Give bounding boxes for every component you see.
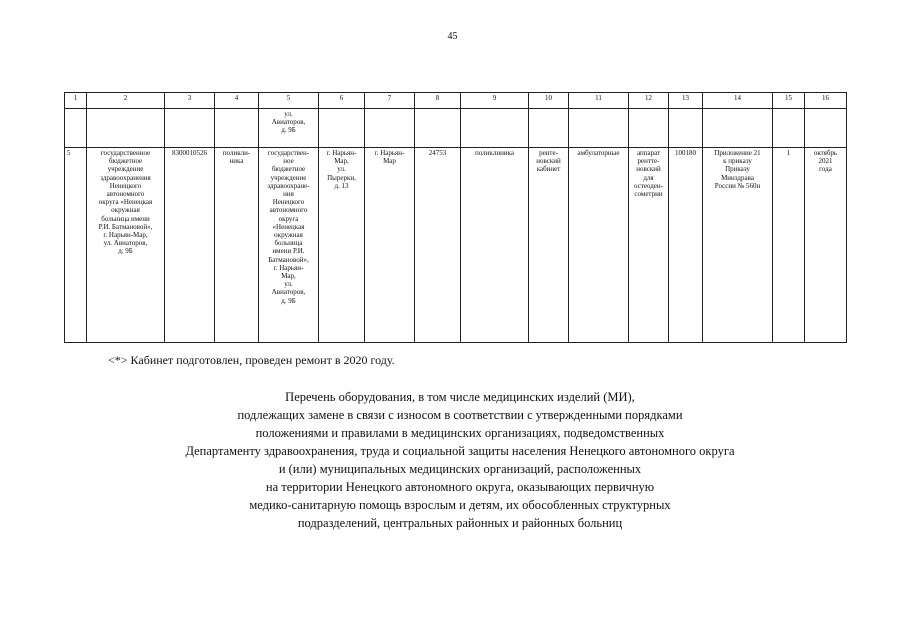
header-cell: 16 (805, 93, 847, 109)
organization-code: 8300010526 (165, 148, 215, 343)
heading-line: Департаменту здравоохранения, труда и социальной защиты населения Ненецкого автономного округа (185, 444, 735, 458)
header-cell: 12 (629, 93, 669, 109)
document-heading (110, 388, 810, 532)
table-cell (703, 109, 773, 148)
table-cell (415, 109, 461, 148)
table-cell (461, 109, 529, 148)
table-cell (629, 109, 669, 148)
header-cell: 3 (165, 93, 215, 109)
footnote: <*> Кабинет подготовлен, проведен ремонт в 2020 году. (108, 353, 395, 367)
table-cell (319, 109, 365, 148)
population-number: 24753 (415, 148, 461, 343)
heading-line: медико-санитарную помощь взрослым и детям, их обособленных структурных (249, 498, 671, 512)
header-cell: 13 (669, 93, 703, 109)
parent-organization: государствен- ное бюджетное учреждение здравоохране- ния Ненецкого автономного округа «Ненецкая окружная больница имени Р.И. Батмановой», г. Нарьян- Мар, ул. Авиаторов, д. 9Б (259, 148, 319, 343)
header-cell: 11 (569, 93, 629, 109)
header-cell: 10 (529, 93, 569, 109)
page-number: 45 (447, 31, 458, 42)
table-cell (165, 109, 215, 148)
table-cell (65, 109, 87, 148)
heading-line: подразделений, центральных районных и районных больниц (297, 516, 623, 530)
heading-line: подлежащих замене в связи с износом в соответствии с утвержденными порядками (237, 408, 683, 422)
header-cell: 5 (259, 93, 319, 109)
table-cell-address-continued: ул. Авиаторов, д. 9Б (259, 109, 319, 148)
facility-type: поликли- ника (215, 148, 259, 343)
header-cell: 9 (461, 93, 529, 109)
table-cell (669, 109, 703, 148)
table-row (65, 148, 847, 343)
table-header-row (65, 93, 847, 109)
table-cell (805, 109, 847, 148)
header-cell: 4 (215, 93, 259, 109)
header-cell: 2 (87, 93, 165, 109)
care-type: амбулаторные (569, 148, 629, 343)
device-code: 100180 (669, 148, 703, 343)
unit-name: поликлиника (461, 148, 529, 343)
replacement-date: октябрь 2021 года (805, 148, 847, 343)
organization-name: государственное бюджетное учреждение здравоохранения Ненецкого автономного округа «Ненецкая окружная больница имени Р.И. Батмановой», г. Нарьян-Мар, ул. Авиаторов, д. 9Б (87, 148, 165, 343)
regulation-reference: Приложение 21 к приказу Приказу Минздрава России № 560н (703, 148, 773, 343)
city: г. Нарьян- Мар (365, 148, 415, 343)
heading-line: и (или) муниципальных медицинских организаций, расположенных (278, 462, 642, 476)
device-name: аппарат рентте- новский для остеоден- сометрии (629, 148, 669, 343)
header-cell: 14 (703, 93, 773, 109)
heading-line: на территории Ненецкого автономного округа, оказывающих первичную (265, 480, 655, 494)
header-cell: 1 (65, 93, 87, 109)
row-number: 5 (65, 148, 87, 343)
equipment-table (64, 92, 847, 343)
heading-line: положениями и правилами в медицинских организациях, подведомственных (255, 426, 665, 440)
cabinet: ренте- новский кабинет (529, 148, 569, 343)
table-cell (365, 109, 415, 148)
header-cell: 15 (773, 93, 805, 109)
table-cell (529, 109, 569, 148)
header-cell: 7 (365, 93, 415, 109)
header-cell: 8 (415, 93, 461, 109)
quantity: 1 (773, 148, 805, 343)
facility-address: г. Нарьян- Мар, ул. Пырерки, д. 13 (319, 148, 365, 343)
table-cell (87, 109, 165, 148)
table-cell (569, 109, 629, 148)
table-row-continuation (65, 109, 847, 148)
table-cell (773, 109, 805, 148)
heading-line: Перечень оборудования, в том числе медицинских изделий (МИ), (285, 390, 635, 404)
table-cell (215, 109, 259, 148)
header-cell: 6 (319, 93, 365, 109)
